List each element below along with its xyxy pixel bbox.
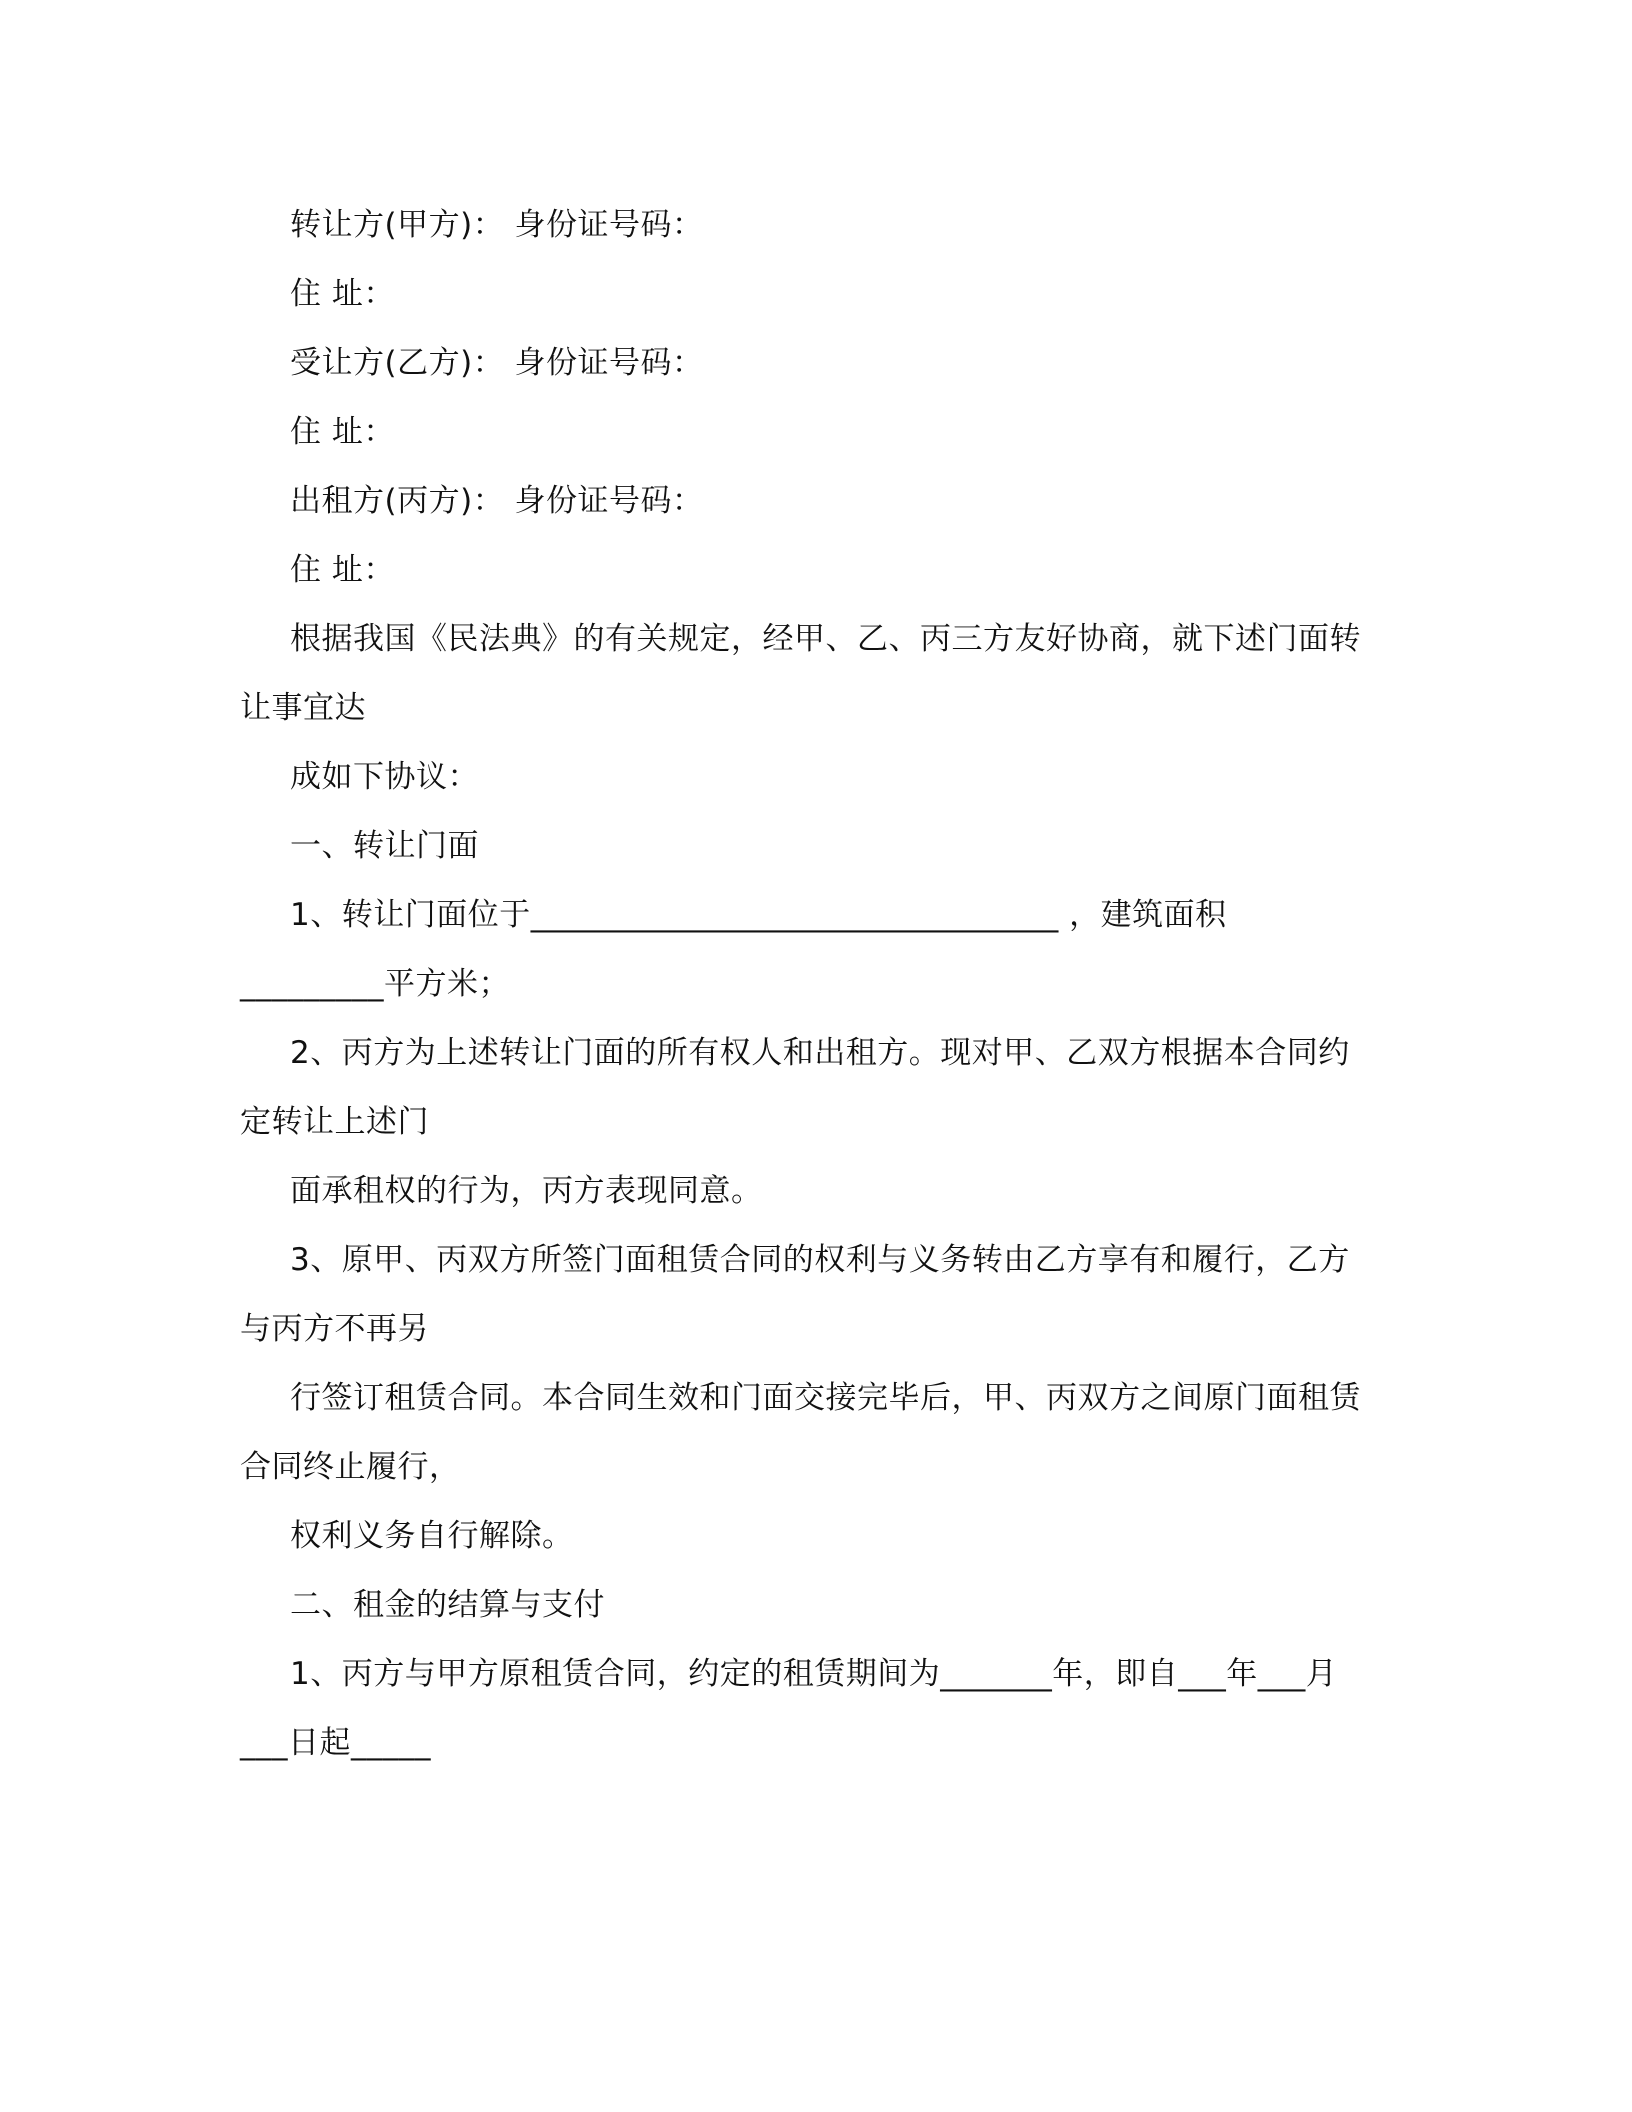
party-a-line: 转让方(甲方)： 身份证号码：: [290, 207, 704, 243]
clause-1-1-line-2: _________平方米；: [240, 966, 510, 1002]
preamble-line-2: 让事宜达: [240, 690, 366, 726]
party-b-address: 住 址：: [290, 414, 395, 450]
party-c-address: 住 址：: [290, 552, 395, 588]
clause-2-1-line-2: ___日起_____: [240, 1725, 431, 1761]
party-b-line: 受让方(乙方)： 身份证号码：: [290, 345, 704, 381]
clause-1-3-line-4: 合同终止履行，: [240, 1449, 461, 1485]
clause-2-1-line-1: 1、丙方与甲方原租赁合同，约定的租赁期间为_______年，即自___年___月: [290, 1656, 1338, 1692]
clause-1-3-line-2: 与丙方不再另: [240, 1311, 429, 1347]
preamble-line-1: 根据我国《民法典》的有关规定，经甲、乙、丙三方友好协商，就下述门面转: [290, 621, 1361, 657]
section-1-heading: 一、转让门面: [290, 828, 479, 864]
clause-1-3-line-1: 3、原甲、丙双方所签门面租赁合同的权利与义务转由乙方享有和履行，乙方: [290, 1242, 1350, 1278]
clause-1-1-line-1: 1、转让门面位于_________________________________ ，建筑面积: [290, 897, 1227, 933]
preamble-line-3: 成如下协议：: [290, 759, 479, 795]
clause-1-2-line-2: 定转让上述门: [240, 1104, 429, 1140]
party-c-line: 出租方(丙方)： 身份证号码：: [290, 483, 704, 519]
clause-1-2-line-3: 面承租权的行为，丙方表现同意。: [290, 1173, 763, 1209]
party-a-address: 住 址：: [290, 276, 395, 312]
clause-1-3-line-3: 行签订租赁合同。本合同生效和门面交接完毕后，甲、丙双方之间原门面租赁: [290, 1380, 1361, 1416]
section-2-heading: 二、租金的结算与支付: [290, 1587, 605, 1623]
clause-1-2-line-1: 2、丙方为上述转让门面的所有权人和出租方。现对甲、乙双方根据本合同约: [290, 1035, 1350, 1071]
clause-1-3-line-5: 权利义务自行解除。: [290, 1518, 574, 1554]
